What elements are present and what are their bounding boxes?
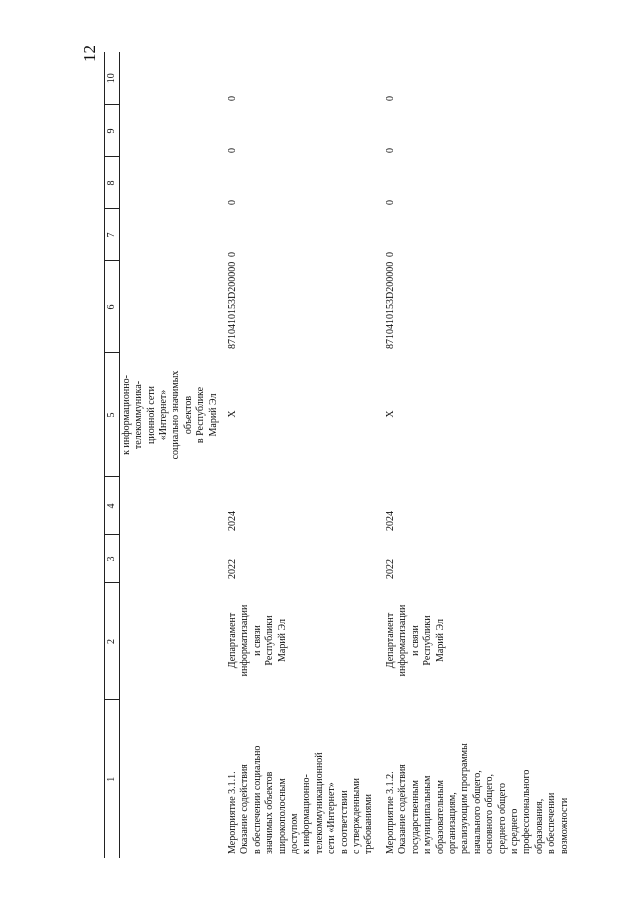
indicator-cell: X xyxy=(227,410,238,418)
budget-code-cell: 8710410153D200000 xyxy=(227,261,238,349)
executor-cell: Департамент информатизации и связи Республики Марий Эл xyxy=(227,604,288,677)
continuation-indicator-text: к информационно- телекоммуника- ционной сети «Интернет» социально значимых объектов в Республике Марий Эл xyxy=(120,370,219,460)
budget-code-cell: 8710410153D200000 xyxy=(385,261,396,349)
rotated-table-wrapper xyxy=(104,50,604,858)
event-cell: Мероприятие 3.1.2. Оказание содействия государственным и муниципальным образовательным организациям, реализующим программы начального общего, основного общего, среднего общего и среднего профессионального образования, в обеспечении возможности xyxy=(385,743,570,854)
column-number-3: 3 xyxy=(105,535,120,583)
page-number: 12 xyxy=(80,45,99,62)
cont-cell-7 xyxy=(120,209,225,261)
value-cell-7: 0 xyxy=(385,252,396,257)
table-row xyxy=(382,52,574,858)
value-cell-8: 0 xyxy=(385,200,396,205)
table-row xyxy=(224,52,382,858)
column-number-5: 5 xyxy=(105,353,120,477)
end-year-cell: 2024 xyxy=(227,511,238,531)
cont-cell-2 xyxy=(120,583,225,700)
value-cell-9: 0 xyxy=(385,148,396,153)
column-number-8: 8 xyxy=(105,157,120,209)
value-cell-7: 0 xyxy=(227,252,238,257)
column-number-row xyxy=(105,52,120,858)
value-cell-10: 0 xyxy=(385,96,396,101)
value-cell-8: 0 xyxy=(227,200,238,205)
start-year-cell: 2022 xyxy=(385,559,396,579)
indicator-cell: X xyxy=(385,410,396,418)
value-cell-9: 0 xyxy=(227,148,238,153)
cont-cell-9 xyxy=(120,105,225,157)
column-number-7: 7 xyxy=(105,209,120,261)
cont-cell-3 xyxy=(120,535,225,583)
cont-cell-8 xyxy=(120,157,225,209)
continuation-row xyxy=(120,52,225,858)
cont-cell-6 xyxy=(120,261,225,353)
column-number-6: 6 xyxy=(105,261,120,353)
cont-cell-10 xyxy=(120,52,225,105)
plan-table xyxy=(104,52,574,858)
start-year-cell: 2022 xyxy=(227,559,238,579)
cont-cell-4 xyxy=(120,477,225,535)
cont-cell-1 xyxy=(120,700,225,858)
column-number-4: 4 xyxy=(105,477,120,535)
column-number-10: 10 xyxy=(105,52,120,105)
executor-cell: Департамент информатизации и связи Республики Марий Эл xyxy=(385,604,446,677)
value-cell-10: 0 xyxy=(227,96,238,101)
column-number-2: 2 xyxy=(105,583,120,700)
column-number-9: 9 xyxy=(105,105,120,157)
event-cell: Мероприятие 3.1.1. Оказание содействия в обеспечении социально значимых объектов широкополосным доступом к информационно- телекоммуникационной сети «Интернет» в соответствии с утвержденными требованиями xyxy=(227,745,375,854)
column-number-1: 1 xyxy=(105,700,120,858)
end-year-cell: 2024 xyxy=(385,511,396,531)
